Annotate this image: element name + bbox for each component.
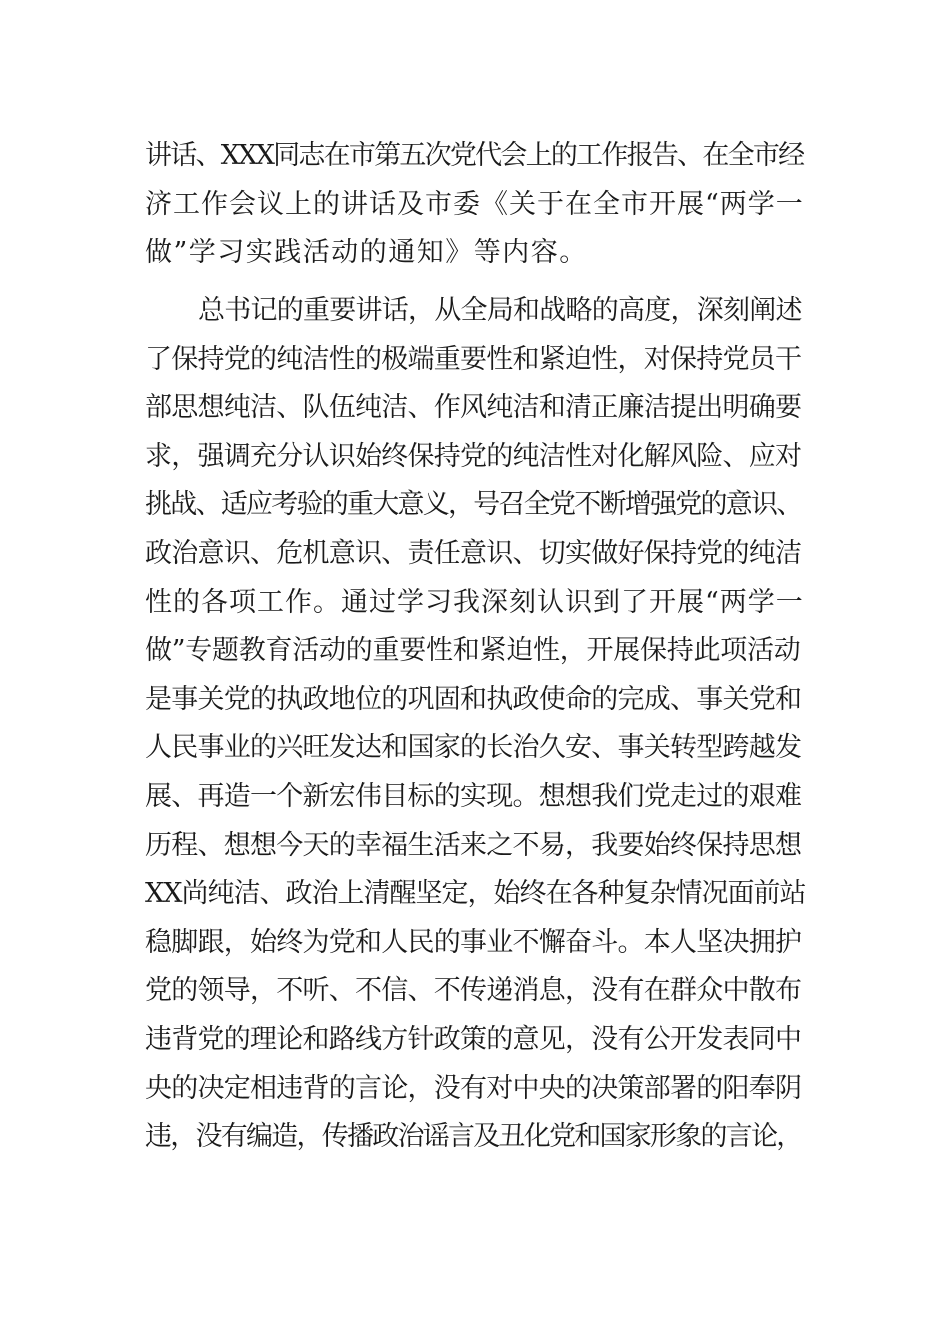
text-line: 挑战、适应考验的重大意义，号召全党不断增强党的意识、 bbox=[145, 489, 802, 520]
paragraph-first-line: 总书记的重要讲话，从全局和战略的高度，深刻阐述 bbox=[198, 295, 802, 326]
text-line: 济工作会议上的讲话及市委《关于在全市开展“两学一 bbox=[145, 189, 804, 220]
text-line: 人民事业的兴旺发达和国家的长治久安、事关转型跨越发 bbox=[145, 732, 802, 763]
text-line: 做”专题教育活动的重要性和紧迫性，开展保持此项活动 bbox=[145, 635, 801, 666]
text-line: 求，强调充分认识始终保持党的纯洁性对化解风险、应对 bbox=[145, 441, 802, 472]
text-line: 部思想纯洁、队伍纯洁、作风纯洁和清正廉洁提出明确要 bbox=[145, 392, 802, 423]
text-line: 是事关党的执政地位的巩固和执政使命的完成、事关党和 bbox=[145, 684, 802, 715]
text-line: XX尚纯洁、政治上清醒坚定，始终在各种复杂情况面前站 bbox=[145, 878, 806, 909]
text-line: 央的决定相违背的言论，没有对中央的决策部署的阳奉阴 bbox=[145, 1073, 802, 1104]
text-line: 做”学习实践活动的通知》等内容。 bbox=[145, 237, 588, 268]
text-line: 稳脚跟，始终为党和人民的事业不懈奋斗。本人坚决拥护 bbox=[145, 927, 802, 958]
text-line: 历程、想想今天的幸福生活来之不易，我要始终保持思想 bbox=[145, 830, 802, 861]
text-line: 违，没有编造，传播政治谣言及丑化党和国家形象的言论， bbox=[145, 1121, 802, 1152]
text-line: 党的领导，不听、不信、不传递消息，没有在群众中散布 bbox=[145, 975, 802, 1006]
text-line: 讲话、XXX同志在市第五次党代会上的工作报告、在全市经 bbox=[145, 140, 804, 171]
text-line: 展、再造一个新宏伟目标的实现。想想我们党走过的艰难 bbox=[145, 781, 802, 812]
text-line: 性的各项工作。通过学习我深刻认识到了开展“两学一 bbox=[145, 587, 804, 618]
text-line: 违背党的理论和路线方针政策的意见，没有公开发表同中 bbox=[145, 1024, 802, 1055]
text-line: 了保持党的纯洁性的极端重要性和紧迫性，对保持党员干 bbox=[145, 344, 802, 375]
text-line: 政治意识、危机意识、责任意识、切实做好保持党的纯洁 bbox=[145, 538, 802, 569]
